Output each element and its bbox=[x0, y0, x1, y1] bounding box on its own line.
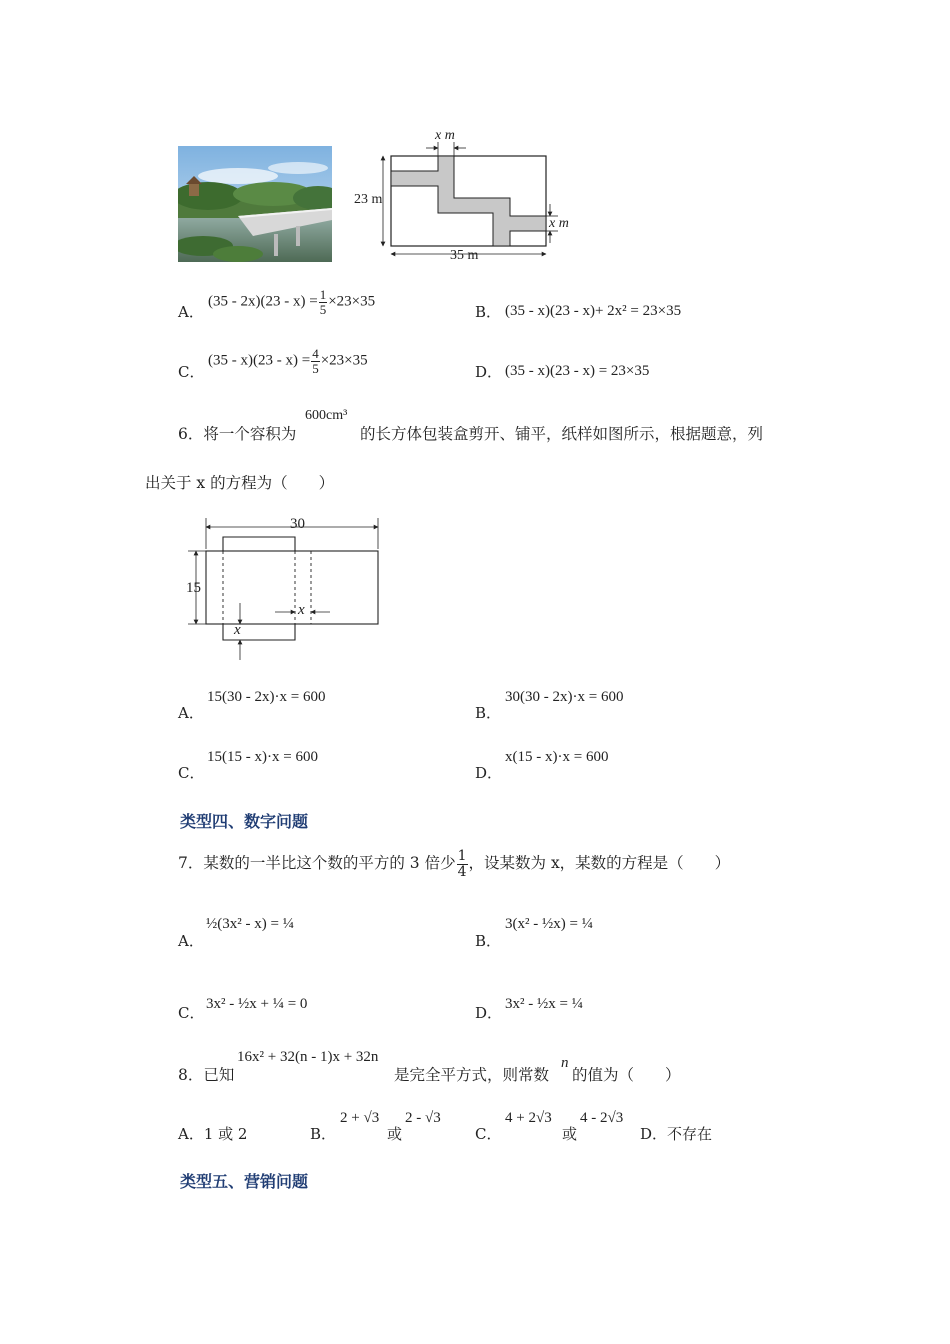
q8-option-c-or: 或 bbox=[562, 1125, 578, 1143]
q8-option-a[interactable] bbox=[178, 1123, 247, 1144]
option-label: A． bbox=[178, 932, 204, 950]
option-label: C． bbox=[178, 363, 205, 381]
option-label: D． bbox=[475, 764, 503, 782]
option-label: C． bbox=[178, 764, 205, 782]
option-label: A． bbox=[178, 303, 204, 321]
q8-stem-end: 的值为（ ） bbox=[572, 1066, 681, 1084]
shaded-path bbox=[391, 156, 546, 246]
q5-option-b[interactable] bbox=[475, 301, 501, 322]
q8-option-b-expr2: 2 - √3 bbox=[405, 1110, 441, 1126]
net-width-label: 30 bbox=[290, 516, 305, 532]
q7-option-c-expression: 3x² - ½x + ¼ = 0 bbox=[206, 996, 308, 1012]
option-label: C． bbox=[475, 1125, 502, 1143]
diagram-width-label: 35 m bbox=[450, 248, 479, 263]
q6-option-a-expression: 15(30 - 2x)·x = 600 bbox=[207, 689, 326, 705]
q6-option-b-expression: 30(30 - 2x)·x = 600 bbox=[505, 689, 624, 705]
fraction bbox=[311, 347, 320, 375]
q6-option-c-expression: 15(15 - x)·x = 600 bbox=[207, 749, 318, 765]
denominator: 5 bbox=[319, 301, 327, 317]
numerator: 1 bbox=[457, 848, 467, 864]
section-heading-marketing-problems: 类型五、营销问题 bbox=[180, 1172, 309, 1191]
q6-stem-line1-cont: 的长方体包装盒剪开、铺平，纸样如图所示，根据题意，列 bbox=[360, 425, 764, 443]
numerator: 1 bbox=[319, 287, 327, 302]
expr-right: ×23×35 bbox=[320, 352, 368, 369]
q6-option-d[interactable] bbox=[475, 762, 502, 783]
net-height-label: 15 bbox=[186, 580, 201, 596]
q7-option-d[interactable] bbox=[475, 1002, 502, 1023]
bridge-path-diagram bbox=[350, 128, 590, 268]
q5-option-a[interactable] bbox=[178, 301, 204, 322]
q6-text-part1: 6．将一个容积为 bbox=[178, 425, 297, 443]
q7-option-b-expression: 3(x² - ½x) = ¼ bbox=[505, 916, 593, 932]
numerator: 4 bbox=[312, 346, 319, 361]
q8-expression: 16x² + 32(n - 1)x + 32n bbox=[237, 1049, 379, 1065]
expr-left: (35 - 2x)(23 - x) = bbox=[208, 293, 318, 310]
q6-option-b[interactable] bbox=[475, 702, 501, 723]
expr-right: ×23×35 bbox=[328, 293, 376, 310]
q6-option-a[interactable] bbox=[178, 702, 204, 723]
q5-option-a-expression bbox=[208, 288, 375, 316]
option-a-text: 1 或 2 bbox=[203, 1125, 248, 1143]
option-label: A． bbox=[178, 1125, 204, 1143]
denominator: 5 bbox=[312, 360, 319, 376]
q7-option-c[interactable] bbox=[178, 1002, 204, 1023]
q5-option-d-expression: (35 - x)(23 - x) = 23×35 bbox=[505, 363, 650, 379]
q8-option-c-expr1: 4 + 2√3 bbox=[505, 1110, 552, 1126]
q6-volume: 600cm³ bbox=[305, 408, 348, 423]
q6-option-d-expression: x(15 - x)·x = 600 bbox=[505, 749, 609, 765]
option-label: D． bbox=[475, 363, 503, 381]
q6-stem-line1 bbox=[178, 422, 296, 444]
diagram-top-x-label: x m bbox=[435, 128, 455, 143]
q7-text-part1: 7．某数的一半比这个数的平方的 3 倍少 bbox=[178, 854, 456, 873]
option-label: B． bbox=[475, 704, 502, 722]
option-label: D． bbox=[475, 1004, 503, 1022]
q7-option-d-expression: 3x² - ½x = ¼ bbox=[505, 996, 583, 1012]
q8-option-d[interactable] bbox=[640, 1123, 712, 1144]
q7-option-a[interactable] bbox=[178, 930, 204, 951]
expr-left: (35 - x)(23 - x) = bbox=[208, 352, 311, 369]
park-bridge-photo bbox=[178, 146, 332, 262]
q5-option-c-expression bbox=[208, 347, 368, 375]
net-x-bottom-label: x bbox=[234, 622, 241, 638]
q7-fraction bbox=[457, 849, 468, 879]
option-label: A． bbox=[178, 704, 204, 722]
q5-option-c[interactable] bbox=[178, 361, 204, 382]
q8-option-b-expr1: 2 + √3 bbox=[340, 1110, 380, 1126]
q5-option-b-expression: (35 - x)(23 - x)+ 2x² = 23×35 bbox=[505, 303, 682, 319]
q8-option-b[interactable] bbox=[310, 1123, 336, 1144]
option-label: B． bbox=[475, 932, 502, 950]
box-net-diagram bbox=[180, 515, 390, 665]
q8-var-n: n bbox=[561, 1055, 569, 1071]
fraction bbox=[319, 288, 328, 316]
q6-stem-line2: 出关于 x 的方程为（ ） bbox=[145, 474, 335, 492]
q8-option-c[interactable] bbox=[475, 1123, 501, 1144]
diagram-right-x-label: x m bbox=[549, 216, 569, 231]
option-d-text: 不存在 bbox=[667, 1125, 713, 1143]
q8-option-c-expr2: 4 - 2√3 bbox=[580, 1110, 624, 1126]
q7-stem bbox=[178, 849, 730, 879]
diagram-height-label: 23 m bbox=[354, 192, 383, 207]
section-heading-number-problems: 类型四、数字问题 bbox=[180, 812, 309, 831]
option-label: C． bbox=[178, 1004, 205, 1022]
net-x-right-label: x bbox=[298, 602, 305, 618]
option-label: B． bbox=[475, 303, 502, 321]
q7-text-part2: ，设某数为 x，某数的方程是（ ） bbox=[468, 854, 731, 873]
q7-option-a-expression: ½(3x² - x) = ¼ bbox=[206, 916, 294, 932]
option-label: D． bbox=[640, 1125, 668, 1143]
denominator: 4 bbox=[457, 863, 467, 880]
q8-stem-start: 8．已知 bbox=[178, 1066, 235, 1084]
q8-option-b-or: 或 bbox=[387, 1125, 403, 1143]
option-label: B． bbox=[310, 1125, 337, 1143]
q8-stem-mid: 是完全平方式，则常数 bbox=[394, 1066, 550, 1084]
q6-option-c[interactable] bbox=[178, 762, 204, 783]
q7-option-b[interactable] bbox=[475, 930, 501, 951]
q5-option-d[interactable] bbox=[475, 361, 502, 382]
